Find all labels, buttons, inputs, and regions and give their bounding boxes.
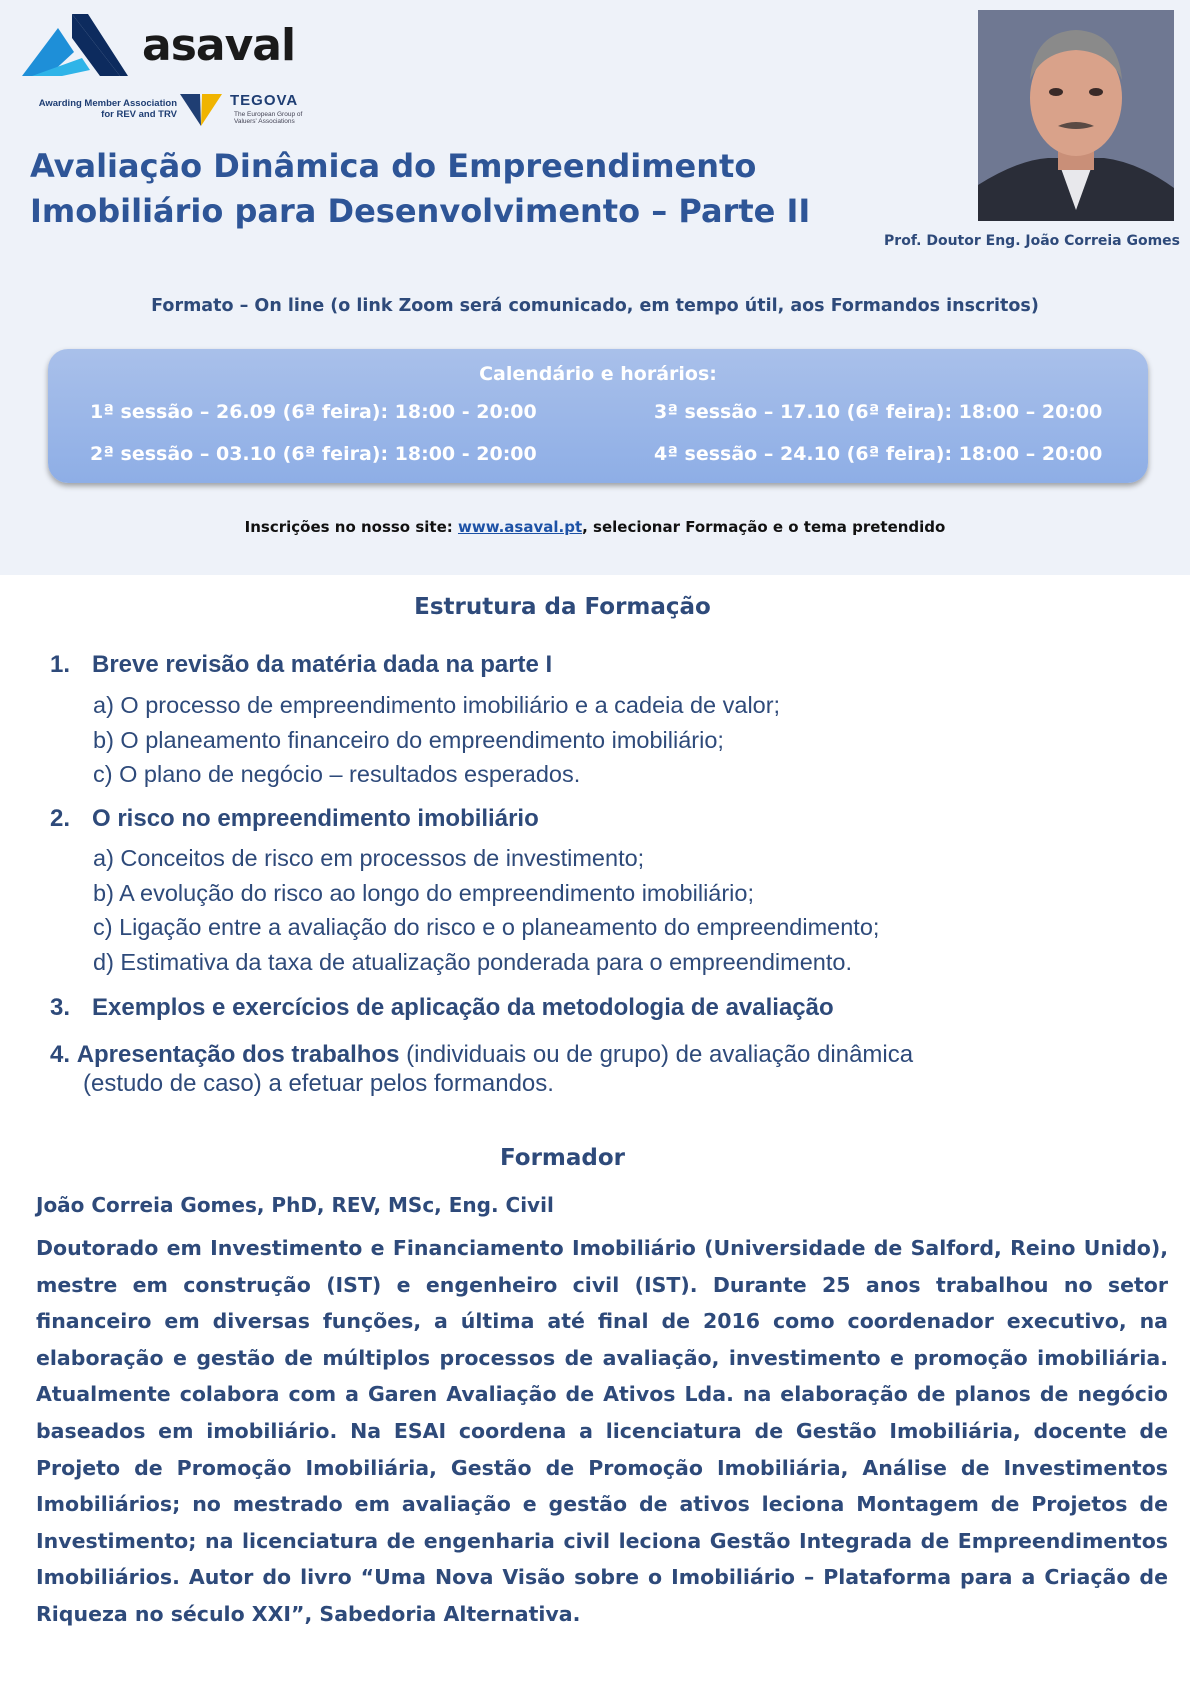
item-2b: b) A evolução do risco ao longo do empreendimento imobiliário; [93,880,755,906]
item-1a: a) O processo de empreendimento imobiliário e a cadeia de valor; [93,692,781,718]
item-3-heading [50,994,834,1022]
portrait-icon [978,10,1174,221]
item-1c: c) O plano de negócio – resultados esperados. [93,761,581,787]
item-2-heading [50,805,539,833]
calendar-title: Calendário e horários: [479,363,717,385]
item-2c: c) Ligação entre a avaliação do risco e o planeamento do empreendimento; [93,914,880,940]
item-2a: a) Conceitos de risco em processos de investimento; [93,845,645,871]
trainer-bio: Doutorado em Investimento e Financiamento Imobiliário (Universidade de Salford, Reino Unido), mestre em construção (IST) e engenheiro civil (IST). Durante 25 anos trabalhou no setor financeiro em diversas funções, a última até final de 2016 como coordenador executivo, na elaboração e gestão de múltiplos processos de avaliação, investimento e promoção imobiliária. Atualmente colabora com a Garen Avaliação de Ativos Lda. na elaboração de planos de negócio baseados em imobiliário. Na ESAI coordena a licenciatura de Gestão Imobiliária, docente de Projeto de Promoção Imobiliária, Gestão de Promoção Imobiliária, Análise de Investimentos Imobiliários; no mestrado em avaliação e gestão de ativos leciona Montagem de Projetos de Investimento; na licenciatura de engenharia civil leciona Gestão Integrada de Empreendimentos Imobiliários. Autor do livro “Uma Nova Visão sobre o Imobiliário – Plataforma para a Criação de Riqueza no século XXI”, Sabedoria Alternativa. [36,1236,1168,1626]
title-line1: Avaliação Dinâmica do Empreendimento [30,147,757,185]
title-line2: Imobiliário para Desenvolvimento – Parte II [30,192,811,230]
session-1: 1ª sessão – 26.09 (6ª feira): 18:00 - 20:00 [90,401,537,423]
session-4: 4ª sessão – 24.10 (6ª feira): 18:00 – 20:00 [654,443,1103,465]
website-link[interactable]: www.asaval.pt [457,518,583,536]
asaval-logo[interactable] [22,14,312,84]
association-label [22,98,177,120]
item-3-text: Exemplos e exercícios de aplicação da metodologia de avaliação [92,994,834,1021]
item-1-heading [50,651,552,679]
logo-text: asaval [142,20,296,71]
registration-suffix: , selecionar Formação e o tema pretendido [582,518,946,536]
professor-name: Prof. Doutor Eng. João Correia Gomes [884,233,1180,249]
item-3-number: 3. [50,994,71,1021]
tegova-label: TEGOVA [230,92,299,109]
item-1-text: Breve revisão da matéria dada na parte I [92,651,553,678]
tegova-logo-icon [178,92,224,128]
item-4 [50,1040,1150,1098]
item-2d: d) Estimativa da taxa de atualização ponderada para o empreendimento. [93,949,852,975]
trainer-name: João Correia Gomes, PhD, REV, MSc, Eng. Civil [36,1193,554,1217]
tegova-subtitle: The European Group of Valuers' Associations [234,111,303,125]
registration-line [0,518,1190,536]
item-4-number: 4. [50,1041,71,1068]
association-line1: Awarding Member Association [38,98,177,109]
item-1b: b) O planeamento financeiro do empreendimento imobiliário; [93,727,724,753]
trainer-title: Formador [499,1145,626,1171]
item-1-number: 1. [50,651,71,678]
calendar-box [48,349,1148,483]
item-4-text-line1: (individuais ou de grupo) de avaliação dinâmica [399,1041,914,1068]
header-panel [0,0,1190,575]
item-2-number: 2. [50,805,71,832]
registration-prefix: Inscrições no nosso site: [244,518,458,536]
format-info: Formato – On line (o link Zoom será comunicado, em tempo útil, aos Formandos inscritos) [151,296,1039,316]
session-3: 3ª sessão – 17.10 (6ª feira): 18:00 – 20:00 [654,401,1103,423]
item-4-text-line2: (estudo de caso) a efetuar pelos formandos. [83,1070,554,1097]
item-4-heading: Apresentação dos trabalhos [76,1041,400,1068]
item-2-text: O risco no empreendimento imobiliário [92,805,539,832]
page-title [30,144,890,234]
trainer-photo [978,10,1174,221]
structure-title: Estrutura da Formação [414,594,711,620]
session-2: 2ª sessão – 03.10 (6ª feira): 18:00 - 20:00 [90,443,537,465]
asaval-logo-icon [22,14,137,84]
association-line2: for REV and TRV [101,109,177,120]
